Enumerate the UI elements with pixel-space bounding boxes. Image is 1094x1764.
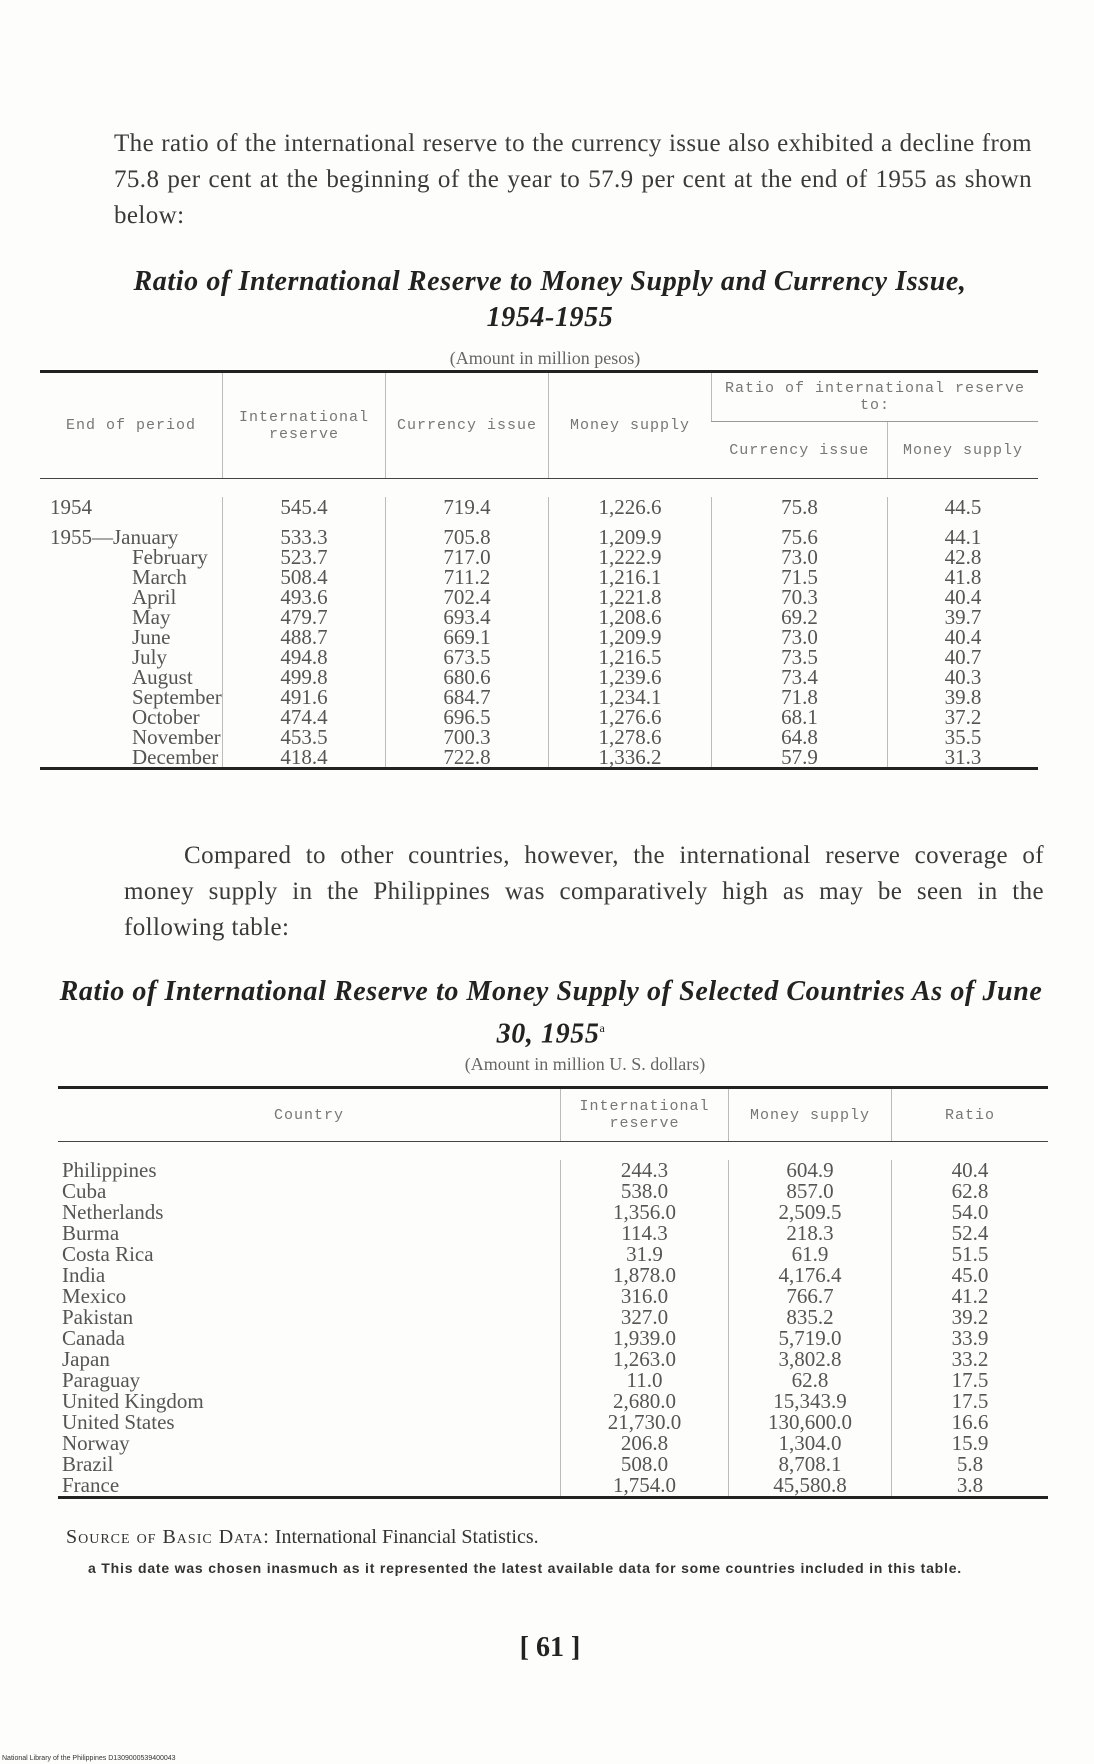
- value-cell-money: 4,176.4: [729, 1265, 892, 1286]
- value-cell-r-money: 40.7: [887, 647, 1038, 667]
- country-ratio-table-body: [58, 1142, 1048, 1498]
- country-cell: [58, 1370, 561, 1391]
- value-cell-money: 15,343.9: [729, 1391, 892, 1412]
- value-cell-money: 1,221.8: [549, 587, 712, 607]
- value-cell-ratio: 15.9: [892, 1433, 1049, 1454]
- value-cell-ratio: 17.5: [892, 1370, 1049, 1391]
- value-cell-currency: 680.6: [386, 667, 549, 687]
- country-name: Paraguay: [62, 1368, 141, 1392]
- value-cell-reserve: 31.9: [561, 1244, 729, 1265]
- value-cell-reserve: 533.3: [223, 527, 386, 547]
- country-name: Pakistan: [62, 1305, 134, 1329]
- value-cell-money: 1,209.9: [549, 627, 712, 647]
- country-cell: [58, 1328, 561, 1349]
- country-cell: [58, 1412, 561, 1433]
- value-cell-reserve: 491.6: [223, 687, 386, 707]
- country-name: India: [62, 1263, 106, 1287]
- reserve-ratio-table-body: [40, 479, 1038, 769]
- page-number: [ 61 ]: [519, 1632, 581, 1663]
- period-cell: [40, 667, 223, 687]
- col-header-country: Country: [58, 1088, 561, 1142]
- value-cell-ratio: 45.0: [892, 1265, 1049, 1286]
- period-label: 1954: [50, 495, 92, 519]
- country-name: France: [62, 1473, 120, 1497]
- value-cell-reserve: 453.5: [223, 727, 386, 747]
- value-cell-currency: 696.5: [386, 707, 549, 727]
- period-label: August: [132, 665, 193, 689]
- value-cell-ratio: 40.4: [892, 1160, 1049, 1181]
- period-label: February: [132, 545, 208, 569]
- country-cell: [58, 1265, 561, 1286]
- value-cell-ratio: 33.9: [892, 1328, 1049, 1349]
- value-cell-reserve: 545.4: [223, 497, 386, 527]
- value-cell-r-currency: 75.8: [712, 497, 888, 527]
- country-cell: [58, 1307, 561, 1328]
- period-label: April: [132, 585, 177, 609]
- value-cell-r-currency: 71.5: [712, 567, 888, 587]
- value-cell-r-money: 39.8: [887, 687, 1038, 707]
- value-cell-money: 218.3: [729, 1223, 892, 1244]
- country-name: United Kingdom: [62, 1389, 204, 1413]
- value-cell-money: 3,802.8: [729, 1349, 892, 1370]
- period-label: May: [132, 605, 171, 629]
- value-cell-reserve: 2,680.0: [561, 1391, 729, 1412]
- value-cell-money: 1,226.6: [549, 497, 712, 527]
- table-row: [40, 667, 1038, 687]
- period-cell: [40, 497, 223, 527]
- country-name: United States: [62, 1410, 175, 1434]
- period-cell: [40, 547, 223, 567]
- value-cell-reserve: 538.0: [561, 1181, 729, 1202]
- reserve-ratio-table: [40, 370, 1038, 770]
- value-cell-r-currency: 73.5: [712, 647, 888, 667]
- table-row: [58, 1412, 1048, 1433]
- country-cell: [58, 1454, 561, 1475]
- value-cell-money: 2,509.5: [729, 1202, 892, 1223]
- col-header-period: End of period: [40, 372, 223, 479]
- value-cell-ratio: 52.4: [892, 1223, 1049, 1244]
- table-row: [58, 1475, 1048, 1498]
- table-row: [40, 747, 1038, 769]
- value-cell-currency: 705.8: [386, 527, 549, 547]
- table2-title-text: Ratio of International Reserve to Money Supply of Selected Countries As of June 30, 1955: [59, 976, 1043, 1050]
- table2-unit: (Amount in million U. S. dollars): [464, 1054, 706, 1074]
- col-header-money-supply: Money supply: [729, 1088, 892, 1142]
- value-cell-reserve: 1,356.0: [561, 1202, 729, 1223]
- period-cell: [40, 587, 223, 607]
- value-cell-ratio: 3.8: [892, 1475, 1049, 1498]
- value-cell-currency: 684.7: [386, 687, 549, 707]
- value-cell-reserve: 327.0: [561, 1307, 729, 1328]
- col-header-money: Money supply: [549, 372, 712, 479]
- value-cell-reserve: 493.6: [223, 587, 386, 607]
- mid-paragraph: Compared to other countries, however, the international reserve coverage of money supply in the Philippines was comparatively high as may be seen in the following table:: [124, 842, 1044, 941]
- period-label: 1955—January: [50, 525, 179, 549]
- value-cell-money: 1,239.6: [549, 667, 712, 687]
- table-row: [58, 1328, 1048, 1349]
- table-row: [40, 707, 1038, 727]
- value-cell-reserve: 1,939.0: [561, 1328, 729, 1349]
- value-cell-r-currency: 57.9: [712, 747, 888, 769]
- table-row: [58, 1454, 1048, 1475]
- table-row: [58, 1223, 1048, 1244]
- period-cell: [40, 567, 223, 587]
- country-cell: [58, 1286, 561, 1307]
- table-row: [40, 627, 1038, 647]
- source-label: Source of Basic Data:: [66, 1526, 270, 1548]
- col-header-currency: Currency issue: [386, 372, 549, 479]
- value-cell-ratio: 33.2: [892, 1349, 1049, 1370]
- footnote-mark: a: [88, 1560, 97, 1576]
- value-cell-currency: 722.8: [386, 747, 549, 769]
- value-cell-reserve: 488.7: [223, 627, 386, 647]
- value-cell-money: 1,278.6: [549, 727, 712, 747]
- footnote: [88, 1560, 1048, 1577]
- country-name: Norway: [62, 1431, 130, 1455]
- period-label: September: [132, 685, 222, 709]
- table-row: [58, 1391, 1048, 1412]
- value-cell-currency: 719.4: [386, 497, 549, 527]
- value-cell-reserve: 1,878.0: [561, 1265, 729, 1286]
- table2-title: [56, 974, 1046, 1052]
- value-cell-reserve: 499.8: [223, 667, 386, 687]
- value-cell-money: 1,208.6: [549, 607, 712, 627]
- value-cell-currency: 673.5: [386, 647, 549, 667]
- value-cell-reserve: 508.4: [223, 567, 386, 587]
- col-header-intl-reserve: International reserve: [561, 1088, 729, 1142]
- value-cell-r-currency: 75.6: [712, 527, 888, 547]
- table-row: [40, 527, 1038, 547]
- value-cell-reserve: 523.7: [223, 547, 386, 567]
- period-cell: [40, 527, 223, 547]
- value-cell-r-money: 40.3: [887, 667, 1038, 687]
- value-cell-money: 1,336.2: [549, 747, 712, 769]
- table-row: [58, 1349, 1048, 1370]
- country-name: Japan: [62, 1347, 110, 1371]
- value-cell-r-currency: 73.0: [712, 547, 888, 567]
- value-cell-currency: 693.4: [386, 607, 549, 627]
- value-cell-money: 130,600.0: [729, 1412, 892, 1433]
- country-name: Costa Rica: [62, 1242, 154, 1266]
- col-header-reserve: International reserve: [223, 372, 386, 479]
- table2-title-footnote-mark: a: [599, 1021, 606, 1035]
- value-cell-ratio: 41.2: [892, 1286, 1049, 1307]
- value-cell-r-currency: 71.8: [712, 687, 888, 707]
- value-cell-money: 5,719.0: [729, 1328, 892, 1349]
- period-cell: [40, 607, 223, 627]
- period-label: November: [132, 725, 221, 749]
- scan-credit: National Library of the Philippines D1309000539400043: [2, 1755, 176, 1762]
- value-cell-r-money: 35.5: [887, 727, 1038, 747]
- value-cell-money: 1,216.1: [549, 567, 712, 587]
- country-cell: [58, 1202, 561, 1223]
- value-cell-money: 8,708.1: [729, 1454, 892, 1475]
- value-cell-r-money: 39.7: [887, 607, 1038, 627]
- value-cell-r-money: 41.8: [887, 567, 1038, 587]
- value-cell-reserve: 474.4: [223, 707, 386, 727]
- value-cell-reserve: 316.0: [561, 1286, 729, 1307]
- country-cell: [58, 1244, 561, 1265]
- value-cell-money: 61.9: [729, 1244, 892, 1265]
- value-cell-reserve: 206.8: [561, 1433, 729, 1454]
- country-cell: [58, 1433, 561, 1454]
- country-cell: [58, 1223, 561, 1244]
- country-cell: [58, 1475, 561, 1498]
- value-cell-currency: 711.2: [386, 567, 549, 587]
- value-cell-r-money: 44.5: [887, 497, 1038, 527]
- table-row: [58, 1244, 1048, 1265]
- value-cell-ratio: 51.5: [892, 1244, 1049, 1265]
- value-cell-r-currency: 70.3: [712, 587, 888, 607]
- table-row: [40, 647, 1038, 667]
- value-cell-reserve: 508.0: [561, 1454, 729, 1475]
- value-cell-r-money: 44.1: [887, 527, 1038, 547]
- table-row: [40, 587, 1038, 607]
- table-row: [58, 1202, 1048, 1223]
- col-header-ratio: Ratio: [892, 1088, 1049, 1142]
- source-note: [66, 1526, 539, 1549]
- period-cell: [40, 707, 223, 727]
- value-cell-ratio: 5.8: [892, 1454, 1049, 1475]
- intro-paragraph: The ratio of the international reserve to the currency issue also exhibited a decline from 75.8 per cent at the beginning of the year to 57.9 per cent at the end of 1955 as shown below:: [114, 130, 1032, 229]
- table-row: [58, 1181, 1048, 1202]
- table-row: [58, 1160, 1048, 1181]
- table-row: [58, 1265, 1048, 1286]
- value-cell-r-currency: 73.0: [712, 627, 888, 647]
- value-cell-r-currency: 68.1: [712, 707, 888, 727]
- value-cell-reserve: 1,754.0: [561, 1475, 729, 1498]
- value-cell-currency: 717.0: [386, 547, 549, 567]
- country-name: Burma: [62, 1221, 120, 1245]
- period-label: March: [132, 565, 187, 589]
- period-cell: [40, 747, 223, 769]
- value-cell-r-currency: 64.8: [712, 727, 888, 747]
- table-row: [58, 1286, 1048, 1307]
- value-cell-r-currency: 73.4: [712, 667, 888, 687]
- value-cell-reserve: 21,730.0: [561, 1412, 729, 1433]
- col-header-ratio-currency: Currency issue: [712, 422, 888, 479]
- table-row: [40, 497, 1038, 527]
- value-cell-reserve: 11.0: [561, 1370, 729, 1391]
- country-name: Canada: [62, 1326, 125, 1350]
- value-cell-currency: 669.1: [386, 627, 549, 647]
- country-name: Philippines: [62, 1158, 157, 1182]
- period-cell: [40, 727, 223, 747]
- period-cell: [40, 647, 223, 667]
- value-cell-money: 62.8: [729, 1370, 892, 1391]
- value-cell-reserve: 418.4: [223, 747, 386, 769]
- value-cell-currency: 702.4: [386, 587, 549, 607]
- value-cell-r-money: 37.2: [887, 707, 1038, 727]
- period-label: December: [132, 745, 219, 769]
- value-cell-money: 766.7: [729, 1286, 892, 1307]
- country-name: Netherlands: [62, 1200, 164, 1224]
- country-name: Cuba: [62, 1179, 107, 1203]
- value-cell-money: 45,580.8: [729, 1475, 892, 1498]
- period-label: July: [132, 645, 168, 669]
- value-cell-money: 1,216.5: [549, 647, 712, 667]
- value-cell-ratio: 39.2: [892, 1307, 1049, 1328]
- value-cell-ratio: 62.8: [892, 1181, 1049, 1202]
- table-row: [58, 1433, 1048, 1454]
- period-label: October: [132, 705, 200, 729]
- value-cell-ratio: 16.6: [892, 1412, 1049, 1433]
- value-cell-ratio: 17.5: [892, 1391, 1049, 1412]
- footnote-text: This date was chosen inasmuch as it represented the latest available data for some countries included in this table.: [101, 1560, 962, 1576]
- value-cell-reserve: 1,263.0: [561, 1349, 729, 1370]
- country-name: Mexico: [62, 1284, 127, 1308]
- table-row: [40, 727, 1038, 747]
- country-cell: [58, 1349, 561, 1370]
- value-cell-r-money: 42.8: [887, 547, 1038, 567]
- table-row: [58, 1370, 1048, 1391]
- country-ratio-table: [58, 1086, 1048, 1499]
- table-row: [40, 547, 1038, 567]
- value-cell-currency: 700.3: [386, 727, 549, 747]
- country-cell: [58, 1391, 561, 1412]
- period-cell: [40, 627, 223, 647]
- value-cell-money: 1,222.9: [549, 547, 712, 567]
- value-cell-money: 1,234.1: [549, 687, 712, 707]
- table-row: [40, 687, 1038, 707]
- value-cell-money: 1,276.6: [549, 707, 712, 727]
- value-cell-r-money: 40.4: [887, 627, 1038, 647]
- value-cell-reserve: 244.3: [561, 1160, 729, 1181]
- value-cell-money: 857.0: [729, 1181, 892, 1202]
- col-header-ratio-group: Ratio of international reserve to:: [712, 372, 1039, 422]
- table-row: [40, 567, 1038, 587]
- period-cell: [40, 687, 223, 707]
- value-cell-r-currency: 69.2: [712, 607, 888, 627]
- value-cell-r-money: 40.4: [887, 587, 1038, 607]
- value-cell-r-money: 31.3: [887, 747, 1038, 769]
- value-cell-reserve: 494.8: [223, 647, 386, 667]
- col-header-ratio-money: Money supply: [887, 422, 1038, 479]
- value-cell-money: 1,209.9: [549, 527, 712, 547]
- value-cell-money: 835.2: [729, 1307, 892, 1328]
- country-name: Brazil: [62, 1452, 114, 1476]
- value-cell-reserve: 479.7: [223, 607, 386, 627]
- period-label: June: [132, 625, 171, 649]
- table-row: [40, 607, 1038, 627]
- value-cell-money: 1,304.0: [729, 1433, 892, 1454]
- table1-unit: (Amount in million pesos): [449, 348, 641, 368]
- value-cell-ratio: 54.0: [892, 1202, 1049, 1223]
- value-cell-reserve: 114.3: [561, 1223, 729, 1244]
- country-cell: [58, 1181, 561, 1202]
- country-cell: [58, 1160, 561, 1181]
- source-text: International Financial Statistics.: [274, 1526, 539, 1548]
- table-row: [58, 1307, 1048, 1328]
- value-cell-money: 604.9: [729, 1160, 892, 1181]
- table1-title: Ratio of International Reserve to Money Supply and Currency Issue, 1954-1955: [133, 266, 967, 333]
